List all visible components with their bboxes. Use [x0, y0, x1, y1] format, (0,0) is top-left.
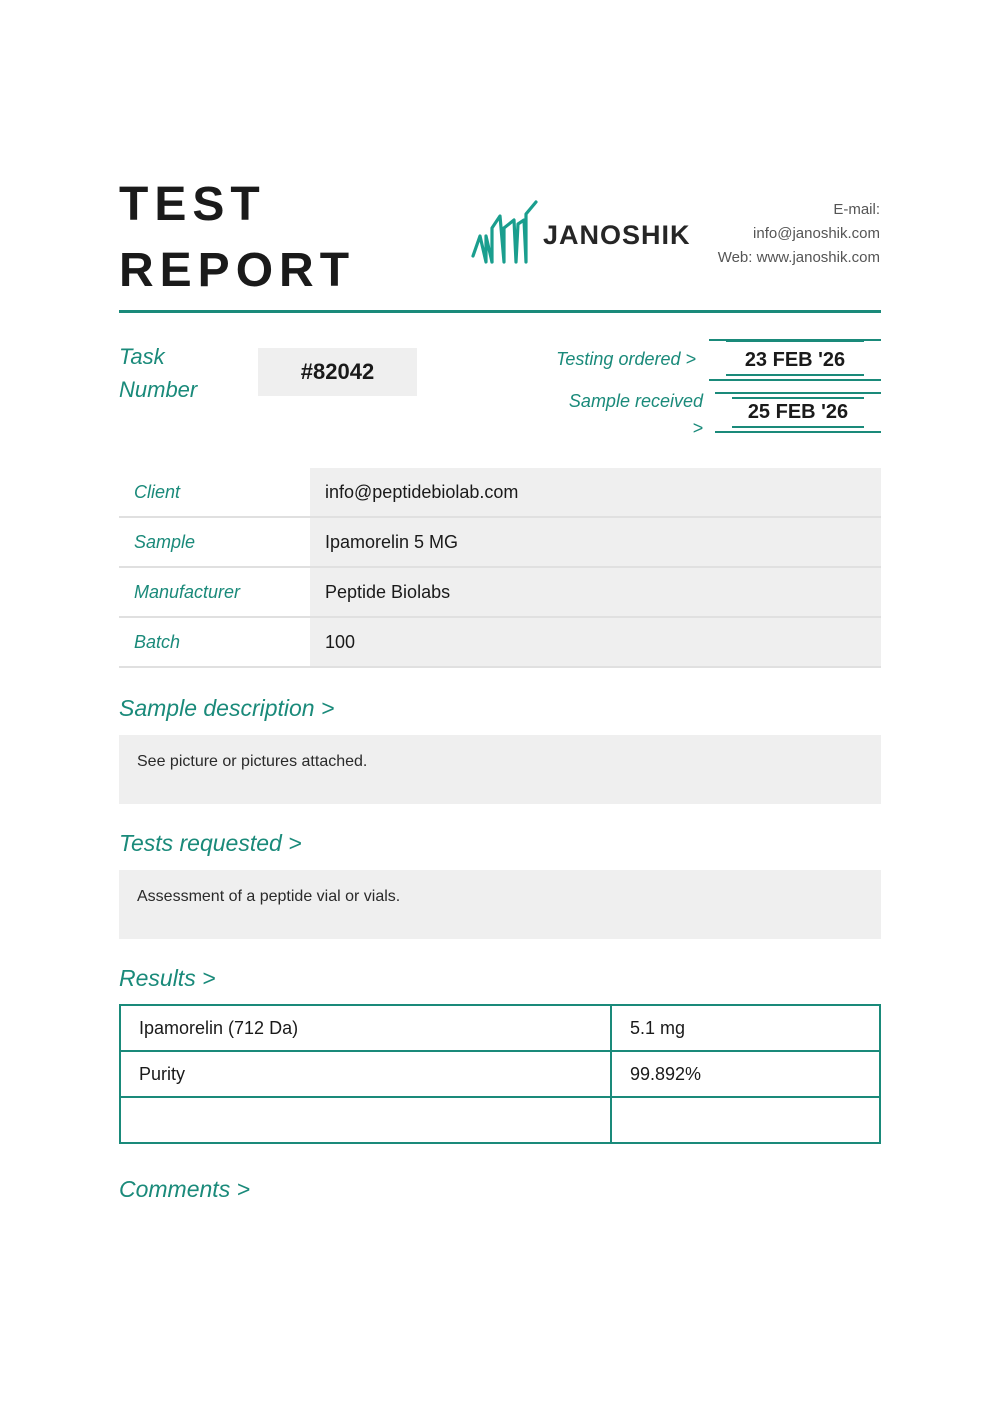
- web-link[interactable]: Web: www.janoshik.com: [717, 249, 880, 266]
- sample-label: Sample: [119, 517, 310, 567]
- date-box-top-rule: [709, 339, 881, 341]
- header-divider: [119, 310, 881, 313]
- results-heading: Results >: [119, 965, 216, 991]
- janoshik-logo-icon: [470, 198, 542, 268]
- janoshik-logo: [470, 198, 715, 268]
- manufacturer-value: Peptide Biolabs: [310, 567, 881, 617]
- tests-requested-heading: Tests requested >: [119, 830, 302, 856]
- table-row: [119, 517, 881, 567]
- sample-value: Ipamorelin 5 MG: [310, 517, 881, 567]
- logo-wordmark: JANOSHIK: [543, 220, 691, 250]
- sample-received-label: [569, 388, 703, 442]
- batch-value: 100: [310, 617, 881, 667]
- title-line-1: TEST: [119, 178, 266, 231]
- results-table: [119, 1004, 881, 1144]
- testing-ordered-date: [709, 340, 881, 380]
- result-value: 99.892%: [611, 1051, 880, 1097]
- result-name: Purity: [120, 1051, 611, 1097]
- result-value: 5.1 mg: [611, 1005, 880, 1051]
- tests-requested-box: Assessment of a peptide vial or vials.: [119, 870, 881, 939]
- task-number-label: Task Number: [119, 344, 198, 402]
- email-link[interactable]: info@janoshik.com: [753, 225, 880, 242]
- title-line-2: REPORT: [119, 244, 356, 297]
- table-row: [120, 1005, 880, 1051]
- contact-block: [718, 198, 880, 270]
- task-number-value: #82042: [258, 348, 417, 396]
- table-row: [119, 567, 881, 617]
- sample-received-date: [715, 392, 881, 432]
- sample-received-label-line2: >: [692, 418, 703, 438]
- table-row: [120, 1097, 880, 1143]
- result-name: [120, 1097, 611, 1143]
- sample-received-label-line1: Sample received: [568, 391, 703, 411]
- sample-received-value: 25 FEB '26: [747, 401, 849, 423]
- sample-info-table: [119, 468, 881, 668]
- client-label: Client: [119, 468, 310, 517]
- table-row: [120, 1051, 880, 1097]
- testing-ordered-label: Testing ordered >: [556, 349, 696, 369]
- table-row: [119, 617, 881, 667]
- result-value: [611, 1097, 880, 1143]
- table-row: [119, 468, 881, 517]
- comments-heading: Comments >: [119, 1176, 251, 1202]
- email-label: E-mail:: [833, 201, 880, 218]
- sample-description-heading: Sample description >: [119, 695, 335, 721]
- manufacturer-label: Manufacturer: [119, 567, 310, 617]
- batch-label: Batch: [119, 617, 310, 667]
- client-value: info@peptidebiolab.com: [310, 468, 881, 517]
- report-title: [119, 172, 355, 304]
- testing-ordered-value: 23 FEB '26: [744, 349, 846, 371]
- result-name: Ipamorelin (712 Da): [120, 1005, 611, 1051]
- sample-description-box: See picture or pictures attached.: [119, 735, 881, 804]
